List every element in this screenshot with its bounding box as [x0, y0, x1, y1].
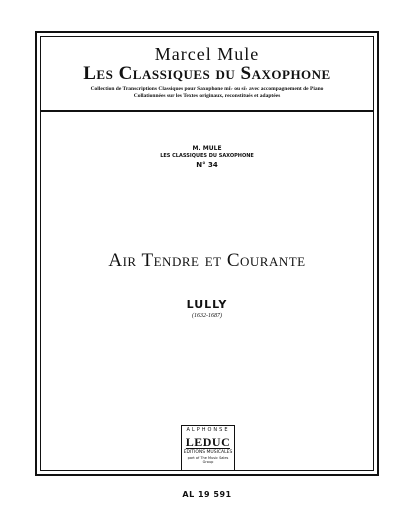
series-subtitle-line-1: Collection de Transcriptions Classiques pour Saxophone mi♭ ou si♭ avec accompagnement de Piano	[90, 86, 324, 92]
publisher-logo-name: LEDUC	[185, 435, 231, 449]
publisher-logo-line-1: ÉDITIONS MUSICALES	[183, 450, 233, 455]
catalog-number: AL 19 591	[182, 490, 232, 499]
series-subtitle-line-2: Collationnées sur les Textes originaux, reconstitués et adaptées	[133, 93, 281, 99]
publisher-logo-line-2: part of The Music Sales Group	[187, 456, 229, 464]
publisher-logo-top: ALPHONSE	[186, 427, 230, 433]
series-author: Marcel Mule	[154, 44, 260, 64]
composer-dates: (1632-1687)	[192, 313, 222, 319]
piece-title: Air Tendre et Courante	[108, 250, 306, 271]
publisher-logo	[181, 425, 235, 471]
publisher-logo-rule	[186, 448, 230, 449]
collection-number: N° 34	[196, 161, 218, 169]
collection-author: M. MULE	[192, 145, 222, 152]
collection-name: LES CLASSIQUES DU SAXOPHONE	[160, 153, 254, 159]
series-title: Les Classiques du Saxophone	[83, 63, 331, 84]
composer-name: LULLY	[186, 298, 228, 311]
